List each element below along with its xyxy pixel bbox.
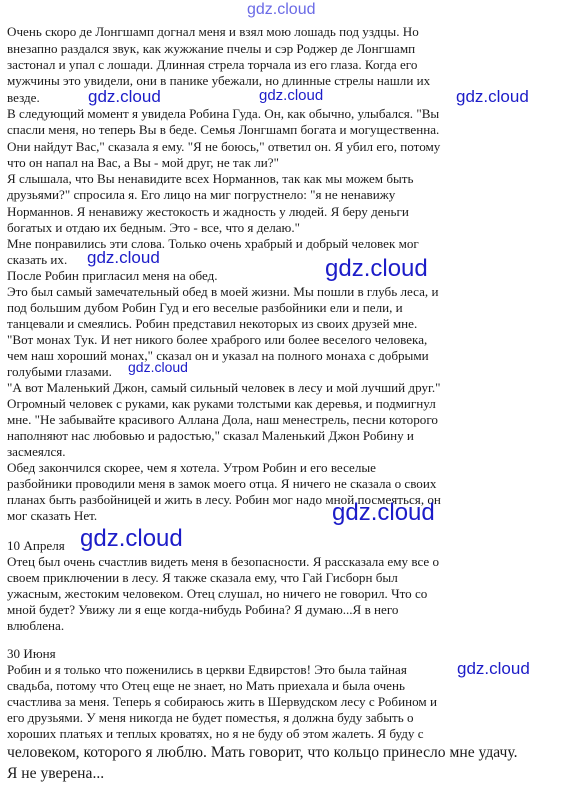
watermark: gdz.cloud bbox=[457, 659, 530, 678]
watermark: gdz.cloud bbox=[87, 248, 160, 267]
text-line: под большим дубом Робин Гуд и его веселые разбойники ели и пели, и bbox=[7, 300, 403, 315]
date-heading: 30 Июня bbox=[7, 646, 56, 661]
text-line: Мне понравились эти слова. Только очень храбрый и добрый человек мог bbox=[7, 236, 419, 251]
text-line: хороших платьях и теплых кроватях, но я не буду об этом жалеть. Я буду с bbox=[7, 726, 424, 741]
text-line: Робин и я только что поженились в церкви Едвирстов! Это была тайная bbox=[7, 662, 407, 677]
text-line: друзьями?" спросила я. Его лицо на миг погрустнело: "я не ненавижу bbox=[7, 187, 396, 202]
watermark: gdz.cloud bbox=[247, 1, 316, 18]
text-line: В следующий момент я увидела Робина Гуда. Он, как обычно, улыбался. "Вы bbox=[7, 106, 440, 121]
text-line: наполняют нас любовью и радостью," сказал Маленький Джон Робину и bbox=[7, 428, 414, 443]
watermark: gdz.cloud bbox=[80, 525, 183, 552]
text-line: сказать их. bbox=[7, 252, 68, 267]
text-line: Огромный человек с руками, как руками толстыми как деревья, и подмигнул bbox=[7, 396, 436, 411]
text-line: "А вот Маленький Джон, самый сильный человек в лесу и мой лучший друг." bbox=[7, 380, 441, 395]
text-line: богатых и отдаю их бедным. Это - все, что я делаю." bbox=[7, 220, 300, 235]
text-line: Норманнов. Я ненавижу жестокость и жадность у людей. Я беру деньги bbox=[7, 204, 409, 219]
text-line: Я не уверена... bbox=[7, 765, 105, 782]
text-line: Отец был очень счастлив видеть меня в безопасности. Я рассказала ему все о bbox=[7, 554, 440, 569]
text-line: Они найдут Вас," сказала я ему. "Я не боюсь," ответил он. Я убил его, потому bbox=[7, 139, 441, 154]
text-line: Я слышала, что Вы ненавидите всех Норманнов, так как мы можем быть bbox=[7, 171, 414, 186]
text-line: ужасным, жестоким человеком. Отец слушал, но ничего не говорил. Что со bbox=[7, 586, 428, 601]
text-line: счастлива за меня. Теперь я собираюсь жить в Шервудском лесу с Робином и bbox=[7, 694, 437, 709]
text-line: застонал и упал с лошади. Длинная стрела торчала из его глаза. Когда его bbox=[7, 57, 418, 72]
date-heading: 10 Апреля bbox=[7, 538, 65, 553]
text-line: внезапно раздался звук, как жужжание пчелы и сэр Роджер де Лонгшамп bbox=[7, 41, 416, 56]
text-line: танцевали и смеялись. Робин представил некоторых из своих друзей мне. bbox=[7, 316, 418, 331]
text-line: засмеялся. bbox=[7, 444, 66, 459]
text-line: Обед закончился скорее, чем я хотела. Утром Робин и его веселые bbox=[7, 460, 376, 475]
watermark: gdz.cloud bbox=[88, 87, 161, 106]
watermark: gdz.cloud bbox=[128, 359, 188, 375]
text-line: мужчины это увидели, они в панике убежали, но длинные стрелы нашли их bbox=[7, 73, 431, 88]
watermark: gdz.cloud bbox=[325, 255, 428, 282]
text-line: что он напал на Вас, а Вы - мой друг, не так ли?" bbox=[7, 155, 279, 170]
text-line: везде. bbox=[7, 90, 40, 105]
text-line: Очень скоро де Лонгшамп догнал меня и взял мою лошадь под уздцы. Но bbox=[7, 24, 419, 39]
text-line: разбойники проводили меня в замок моего отца. Я ничего не сказала о своих bbox=[7, 476, 437, 491]
watermark: gdz.cloud bbox=[259, 87, 324, 104]
text-line: мне. "Не забывайте красивого Аллана Дола, наш менестрель, песни которого bbox=[7, 412, 438, 427]
watermark: gdz.cloud bbox=[332, 499, 435, 526]
text-line: После Робин пригласил меня на обед. bbox=[7, 268, 218, 283]
text-line: мог сказать Нет. bbox=[7, 508, 98, 523]
text-line: голубыми глазами. bbox=[7, 364, 112, 379]
text-line: человеком, которого я люблю. Мать говорит, что кольцо принесло мне удачу. bbox=[7, 744, 518, 761]
text-line: спасли меня, но теперь Вы в беде. Семья Лонгшамп богата и могущественна. bbox=[7, 122, 440, 137]
text-line: мной будет? Увижу ли я еще когда-нибудь Робина? Я думаю...Я в него bbox=[7, 602, 399, 617]
text-line: своем приключении в лесу. Я также сказала ему, что Гай Гисборн был bbox=[7, 570, 398, 585]
watermark: gdz.cloud bbox=[456, 87, 529, 106]
text-line: Это был самый замечательный обед в моей жизни. Мы пошли в глубь леса, и bbox=[7, 284, 439, 299]
text-line: чем наш хороший монах," сказал он и указал на полного монаха с добрыми bbox=[7, 348, 429, 363]
text-line: его друзьями. У меня никогда не будет поместья, я должна буду забыть о bbox=[7, 710, 414, 725]
text-line: "Вот монах Тук. И нет никого более храброго или более веселого человека, bbox=[7, 332, 428, 347]
text-line: планах быть разбойницей и жить в лесу. Робин мог надо мной посмеяться, он bbox=[7, 492, 441, 507]
text-line: влюблена. bbox=[7, 618, 65, 633]
text-line: свадьба, потому что Отец еще не знает, но Мать приехала и была очень bbox=[7, 678, 405, 693]
